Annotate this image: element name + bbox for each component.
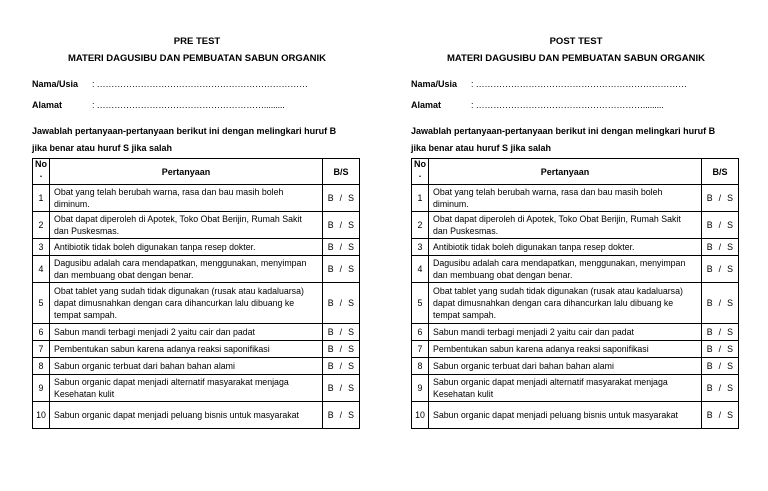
instructions bbox=[32, 123, 372, 157]
row-number: 10 bbox=[33, 402, 50, 429]
question-text: Sabun organic dapat menjadi alternatif masyarakat menjaga Kesehatan kulit bbox=[50, 375, 323, 402]
column-header-no: No . bbox=[412, 159, 429, 185]
answer-choice[interactable]: B / S bbox=[323, 341, 360, 358]
sheet-title: PRE TEST bbox=[173, 36, 221, 47]
name-age-field[interactable] bbox=[411, 79, 751, 90]
question-text: Dagusibu adalah cara mendapatkan, menggunakan, menyimpan dan membuang obat dengan benar. bbox=[50, 256, 323, 283]
row-number: 4 bbox=[33, 256, 50, 283]
column-header-question: Pertanyaan bbox=[50, 159, 323, 185]
answer-choice[interactable]: B / S bbox=[702, 185, 739, 212]
table-row bbox=[33, 212, 360, 239]
row-number: 2 bbox=[412, 212, 429, 239]
row-number: 3 bbox=[412, 239, 429, 256]
question-text: Sabun mandi terbagi menjadi 2 yaitu cair dan padat bbox=[50, 324, 323, 341]
answer-choice[interactable]: B / S bbox=[323, 375, 360, 402]
row-number: 6 bbox=[33, 324, 50, 341]
question-text: Antibiotik tidak boleh digunakan tanpa resep dokter. bbox=[50, 239, 323, 256]
question-text: Obat yang telah berubah warna, rasa dan bau masih boleh diminum. bbox=[429, 185, 702, 212]
name-age-blank: : ……………………………………………………………… bbox=[92, 79, 308, 89]
instruction-line: jika benar atau huruf S jika salah bbox=[411, 143, 552, 153]
row-number: 7 bbox=[412, 341, 429, 358]
instructions bbox=[411, 123, 751, 157]
question-text: Dagusibu adalah cara mendapatkan, menggunakan, menyimpan dan membuang obat dengan benar. bbox=[429, 256, 702, 283]
question-text: Pembentukan sabun karena adanya reaksi saponifikasi bbox=[50, 341, 323, 358]
table-row bbox=[412, 239, 739, 256]
row-number: 9 bbox=[33, 375, 50, 402]
sheet-subtitle: MATERI DAGUSIBU DAN PEMBUATAN SABUN ORGANIK bbox=[446, 53, 706, 64]
sheet-subtitle: MATERI DAGUSIBU DAN PEMBUATAN SABUN ORGANIK bbox=[67, 53, 327, 64]
instruction-line: Jawablah pertanyaan-pertanyaan berikut ini dengan melingkari huruf B bbox=[32, 126, 337, 136]
table-row bbox=[33, 324, 360, 341]
answer-choice[interactable]: B / S bbox=[323, 358, 360, 375]
row-number: 5 bbox=[412, 283, 429, 324]
row-number: 7 bbox=[33, 341, 50, 358]
table-row bbox=[33, 402, 360, 429]
table-row bbox=[412, 283, 739, 324]
table-row bbox=[412, 402, 739, 429]
question-text: Obat yang telah berubah warna, rasa dan bau masih boleh diminum. bbox=[50, 185, 323, 212]
sheet-title: POST TEST bbox=[549, 36, 603, 47]
question-text: Pembentukan sabun karena adanya reaksi saponifikasi bbox=[429, 341, 702, 358]
address-field[interactable] bbox=[411, 100, 751, 111]
answer-choice[interactable]: B / S bbox=[323, 283, 360, 324]
column-header-question: Pertanyaan bbox=[429, 159, 702, 185]
table-row bbox=[33, 256, 360, 283]
question-table bbox=[32, 158, 360, 429]
instruction-line: jika benar atau huruf S jika salah bbox=[32, 143, 173, 153]
table-row bbox=[412, 341, 739, 358]
table-row bbox=[33, 283, 360, 324]
post-test-sheet bbox=[411, 0, 751, 429]
row-number: 4 bbox=[412, 256, 429, 283]
row-number: 3 bbox=[33, 239, 50, 256]
table-header-row bbox=[33, 159, 360, 185]
question-text: Obat tablet yang sudah tidak digunakan (rusak atau kadaluarsa) dapat dimusnahkan dengan cara dihancurkan lalu dibuang ke tempat sampah. bbox=[50, 283, 323, 324]
answer-choice[interactable]: B / S bbox=[702, 256, 739, 283]
name-age-label: Nama/Usia bbox=[411, 79, 458, 89]
row-number: 6 bbox=[412, 324, 429, 341]
answer-choice[interactable]: B / S bbox=[702, 239, 739, 256]
answer-choice[interactable]: B / S bbox=[323, 239, 360, 256]
answer-choice[interactable]: B / S bbox=[702, 402, 739, 429]
answer-choice[interactable]: B / S bbox=[702, 375, 739, 402]
answer-choice[interactable]: B / S bbox=[702, 212, 739, 239]
question-text: Sabun mandi terbagi menjadi 2 yaitu cair dan padat bbox=[429, 324, 702, 341]
answer-choice[interactable]: B / S bbox=[702, 358, 739, 375]
answer-choice[interactable]: B / S bbox=[702, 341, 739, 358]
question-table bbox=[411, 158, 739, 429]
table-row bbox=[33, 185, 360, 212]
row-number: 9 bbox=[412, 375, 429, 402]
column-header-no: No . bbox=[33, 159, 50, 185]
table-row bbox=[412, 358, 739, 375]
table-row bbox=[33, 375, 360, 402]
instruction-line: Jawablah pertanyaan-pertanyaan berikut ini dengan melingkari huruf B bbox=[411, 126, 716, 136]
name-age-field[interactable] bbox=[32, 79, 372, 90]
table-row bbox=[33, 341, 360, 358]
answer-choice[interactable]: B / S bbox=[323, 185, 360, 212]
row-number: 10 bbox=[412, 402, 429, 429]
row-number: 8 bbox=[412, 358, 429, 375]
column-header-answer: B/S bbox=[323, 159, 360, 185]
row-number: 1 bbox=[412, 185, 429, 212]
address-field[interactable] bbox=[32, 100, 372, 111]
question-text: Obat dapat diperoleh di Apotek, Toko Obat Berijin, Rumah Sakit dan Puskesmas. bbox=[50, 212, 323, 239]
row-number: 8 bbox=[33, 358, 50, 375]
question-text: Sabun organic dapat menjadi peluang bisnis untuk masyarakat bbox=[50, 402, 323, 429]
table-row bbox=[33, 358, 360, 375]
question-text: Obat dapat diperoleh di Apotek, Toko Obat Berijin, Rumah Sakit dan Puskesmas. bbox=[429, 212, 702, 239]
row-number: 1 bbox=[33, 185, 50, 212]
question-text: Antibiotik tidak boleh digunakan tanpa resep dokter. bbox=[429, 239, 702, 256]
table-row bbox=[412, 256, 739, 283]
answer-choice[interactable]: B / S bbox=[323, 402, 360, 429]
answer-choice[interactable]: B / S bbox=[323, 256, 360, 283]
question-text: Obat tablet yang sudah tidak digunakan (rusak atau kadaluarsa) dapat dimusnahkan dengan cara dihancurkan lalu dibuang ke tempat sampah. bbox=[429, 283, 702, 324]
table-row bbox=[33, 239, 360, 256]
table-header-row bbox=[412, 159, 739, 185]
address-label: Alamat bbox=[411, 100, 442, 110]
pre-test-sheet bbox=[32, 0, 372, 429]
question-text: Sabun organic terbuat dari bahan bahan alami bbox=[429, 358, 702, 375]
address-blank: : …………………………………………………......... bbox=[92, 100, 285, 110]
answer-choice[interactable]: B / S bbox=[323, 324, 360, 341]
table-row bbox=[412, 324, 739, 341]
name-age-label: Nama/Usia bbox=[32, 79, 79, 89]
answer-choice[interactable]: B / S bbox=[323, 212, 360, 239]
row-number: 5 bbox=[33, 283, 50, 324]
table-row bbox=[412, 375, 739, 402]
table-row bbox=[412, 185, 739, 212]
address-label: Alamat bbox=[32, 100, 63, 110]
address-blank: : …………………………………………………......... bbox=[471, 100, 664, 110]
column-header-answer: B/S bbox=[702, 159, 739, 185]
question-text: Sabun organic terbuat dari bahan bahan alami bbox=[50, 358, 323, 375]
name-age-blank: : ……………………………………………………………… bbox=[471, 79, 687, 89]
question-text: Sabun organic dapat menjadi peluang bisnis untuk masyarakat bbox=[429, 402, 702, 429]
table-row bbox=[412, 212, 739, 239]
question-text: Sabun organic dapat menjadi alternatif masyarakat menjaga Kesehatan kulit bbox=[429, 375, 702, 402]
answer-choice[interactable]: B / S bbox=[702, 324, 739, 341]
row-number: 2 bbox=[33, 212, 50, 239]
answer-choice[interactable]: B / S bbox=[702, 283, 739, 324]
